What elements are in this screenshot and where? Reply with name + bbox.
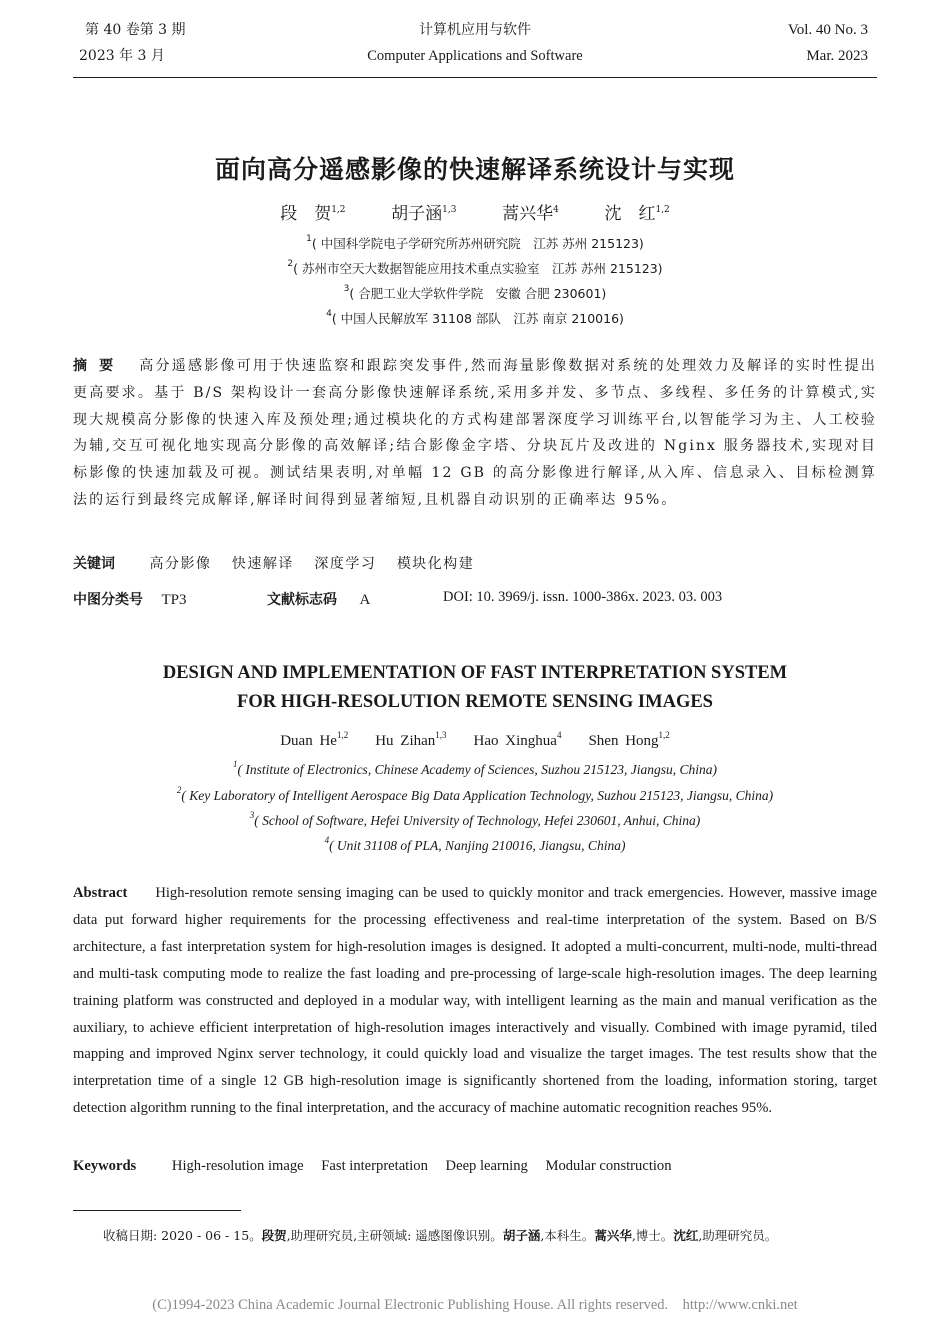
en-abstract-label: Abstract (73, 885, 128, 901)
en-keyword: Modular construction (545, 1158, 672, 1174)
en-affiliation: $^1$( Institute of Electronics, Chinese Academy of Sciences, Suzhou 215123, Jiangsu, China) (232, 759, 718, 777)
cn-affiliation: $^4$( 中国人民解放军 31108 部队 江苏 南京 210016) (326, 309, 624, 326)
header-journal-cn: 计算机应用与软件 (419, 22, 531, 38)
en-keyword: Fast interpretation (321, 1158, 428, 1174)
cn-affiliation: $^2$( 苏州市空天大数据智能应用技术重点实验室 江苏 苏州 215123) (287, 259, 663, 276)
header-month-year: Mar. 2023 (806, 48, 868, 64)
en-keywords (73, 1158, 686, 1175)
copyright-text: (C)1994-2023 China Academic Journal Electronic Publishing House. All rights reserved. (152, 1297, 669, 1313)
en-author: Hao Xinghua$^4$ (473, 730, 562, 749)
cn-authors (0, 199, 950, 224)
doc-code-value: A (359, 592, 371, 608)
clc-row (73, 589, 186, 609)
header-rule (73, 77, 877, 78)
doc-code-label: 文献标志码 (267, 592, 337, 608)
en-affiliation: $^3$( School of Software, Hefei University of Technology, Hefei 230601, Anhui, China) (249, 810, 701, 828)
cn-abstract (73, 353, 877, 514)
header-date: 2023 年 3 月 (79, 48, 165, 64)
en-keyword: High-resolution image (171, 1158, 304, 1174)
en-affiliation: $^4$( Unit 31108 of PLA, Nanjing 210016, Jiangsu, China) (324, 835, 626, 853)
cn-keyword: 深度学习 (314, 556, 377, 572)
copyright-line (0, 1297, 950, 1314)
cn-author: 胡子涵$^{1,3}$ (391, 204, 457, 224)
en-abstract-text: High-resolution remote sensing imaging can be used to quickly monitor and track emergencies. However, massive image data put forward higher requirements for the processing effectiveness and real-time interpretation of the system. Based on B/S architecture, a fast interpretation system for high-resolution images is designed. It adopted a multi-concurrent, multi-node, multi-thread and multi-task computing mode to realize the fast loading and pre-processing of large-scale high-resolution images. The deep learning training platform was constructed and deployed in a modular way, with intelligent learning as the main and manual verification as the auxiliary, to achieve efficient interpretation of high-resolution images interactively and visually. Combined with image pyramid, tiled mapping and improved Nginx server technology, it could quickly load and visualize the target images. The test results show that the interpretation time of a single 12 GB high-resolution image is significantly shortened from the loading, information storing, target detection algorithm running to the final interpretation, and the accuracy of machine automatic recognition reaches 95%. (73, 885, 877, 1117)
en-keyword: Deep learning (445, 1158, 528, 1174)
cn-affiliation: $^1$( 中国科学院电子学研究所苏州研究院 江苏 苏州 215123) (306, 234, 644, 251)
en-author: Duan He$^{1,2}$ (280, 730, 349, 749)
en-authors (0, 730, 950, 750)
clc-label: 中图分类号 (73, 592, 143, 608)
cn-author: 段 贺$^{1,2}$ (280, 204, 346, 224)
header-volume-issue: 第 40 卷第 3 期 (85, 22, 186, 38)
cn-keyword: 快速解译 (231, 556, 294, 572)
en-affiliation: $^2$( Key Laboratory of Intelligent Aerospace Big Data Application Technology, Suzhou 215123, Jiangsu, China) (176, 785, 774, 803)
cnki-link[interactable]: http://www.cnki.net (682, 1297, 798, 1313)
footnote: 收稿日期: 2020 - 06 - 15。段贺,助理研究员,主研领域: 遥感图像识别。胡子涵,本科生。蒿兴华,博士。沈红,助理研究员。 (103, 1228, 778, 1243)
cn-keywords (73, 553, 490, 573)
doi: DOI: 10. 3969/j. issn. 1000-386x. 2023. 03. 003 (443, 589, 723, 605)
cn-author: 蒿兴华$^4$ (502, 204, 559, 224)
cn-affiliation: $^3$( 合肥工业大学软件学院 安徽 合肥 230601) (343, 284, 607, 301)
header-journal-en: Computer Applications and Software (367, 48, 583, 64)
en-title-line2: FOR HIGH-RESOLUTION REMOTE SENSING IMAGES (237, 692, 713, 712)
en-title-line1: DESIGN AND IMPLEMENTATION OF FAST INTERPRETATION SYSTEM (162, 663, 788, 683)
clc-value: TP3 (161, 592, 187, 608)
footnote-rule (73, 1210, 241, 1211)
cn-keyword: 高分影像 (149, 556, 212, 572)
en-author: Shen Hong$^{1,2}$ (588, 730, 670, 749)
cn-abstract-label: 摘要 (73, 358, 126, 374)
en-author: Hu Zihan$^{1,3}$ (375, 730, 447, 749)
cn-keywords-label: 关键词 (73, 556, 115, 572)
cn-title: 面向高分遥感影像的快速解译系统设计与实现 (214, 155, 735, 184)
en-keywords-label: Keywords (73, 1158, 137, 1174)
en-abstract (73, 880, 877, 1122)
cn-abstract-text: 高分遥感影像可用于快速监察和跟踪突发事件,然而海量影像数据对系统的处理效力及解译的实时性提出更高要求。基于 B/S 架构设计一套高分影像快速解译系统,采用多并发、多节点、多线程、多任务的计算模式,实现大规模高分影像的快速入库及预处理;通过模块化的方式构建部署深度学习训练平台,以智能学习为主、人工校验为辅,交互可视化地实现高分影像的高效解译;结合影像金字塔、分块瓦片及改进的 Nginx 服务器技术,实现对目标影像的快速加载及可视。测试结果表明,对单幅 12 GB 的高分影像进行解译,从入库、信息录入、目标检测算法的运行到最终完成解译,解译时间得到显著缩短,且机器自动识别的正确率达 95%。 (73, 358, 877, 508)
cn-keyword: 模块化构建 (396, 556, 475, 572)
doc-code-row (267, 589, 370, 609)
header-vol-no: Vol. 40 No. 3 (787, 22, 868, 38)
cn-author: 沈 红$^{1,2}$ (604, 204, 670, 224)
